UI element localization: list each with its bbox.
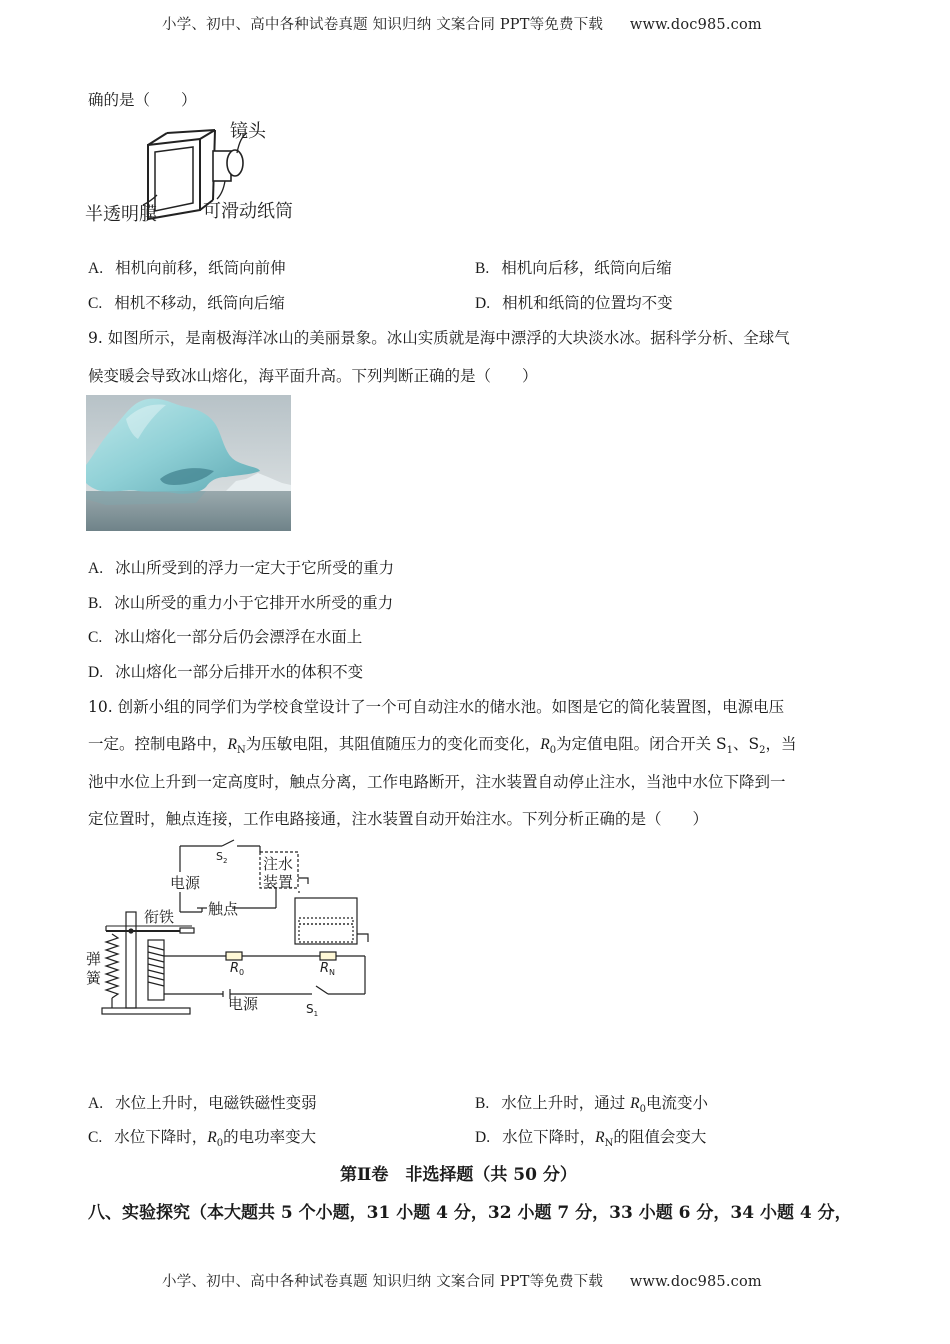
label-s2: $S_2$: [216, 850, 228, 865]
q10-stem-line1: 10. 创新小组的同学们为学校食堂设计了一个可自动注水的储水池。如图是它的简化装置图，电源电压: [88, 698, 785, 716]
q8-stem-tail: 确的是（ ）: [88, 91, 197, 109]
label-inject-2: 装置: [263, 873, 294, 891]
q9-stem-line2: 候变暖会导致冰山熔化，海平面升高。下列判断正确的是（ ）: [88, 367, 538, 385]
q9-stem-line1: 9. 如图所示，是南极海洋冰山的美丽景象。冰山实质就是海中漂浮的大块淡水冰。据科学分析、全球气: [88, 329, 790, 347]
label-inject-1: 注水: [263, 855, 294, 873]
header-text: [162, 13, 762, 34]
label-power-top: 电源: [170, 874, 201, 892]
q10-stem-line4: 定位置时，触点连接，工作电路接通，注水装置自动开始注水。下列分析正确的是（ ）: [88, 810, 709, 828]
q10-stem-line3: 池中水位上升到一定高度时，触点分离，工作电路断开，注水装置自动停止注水，当池中水位下降到一: [88, 773, 786, 791]
iceberg-photo: [86, 395, 291, 531]
q8-option-d[interactable]: D. 相机和纸筒的位置均不变: [475, 294, 673, 312]
camera-model-figure: [85, 115, 325, 230]
label-film: 半透明膜: [85, 204, 157, 225]
footer-site[interactable]: www.doc985.com: [629, 1274, 762, 1290]
q8-option-c[interactable]: C. 相机不移动，纸筒向后缩: [88, 294, 285, 312]
circuit-diagram: [82, 838, 382, 1023]
q9-option-d[interactable]: D. 冰山熔化一部分后排开水的体积不变: [88, 663, 364, 681]
label-spring-1: 弹: [86, 950, 102, 968]
header-site[interactable]: www.doc985.com: [629, 17, 762, 33]
q9-option-b[interactable]: B. 冰山所受的重力小于它排开水所受的重力: [88, 594, 394, 612]
q8-option-b[interactable]: B. 相机向后移，纸筒向后缩: [475, 259, 672, 277]
label-rn: $R_N$: [320, 961, 336, 977]
q10-option-a[interactable]: A. 水位上升时，电磁铁磁性变弱: [88, 1094, 317, 1112]
label-armature: 衔铁: [144, 908, 175, 926]
label-r0: $R_0$: [230, 961, 245, 977]
q8-option-a[interactable]: A. 相机向前移，纸筒向前伸: [88, 259, 286, 277]
label-lens: 镜头: [230, 121, 266, 142]
section-title: 第Ⅱ卷 非选择题（共 50 分）: [340, 1165, 577, 1185]
part8-heading: 八、实验探究（本大题共 5 个小题，31 小题 4 分，32 小题 7 分，33 小题 6 分，34 小题 4 分，: [88, 1203, 852, 1223]
label-spring-2: 簧: [86, 969, 102, 987]
q10-option-d[interactable]: D. 水位下降时，$R_N$的阻值会变大: [475, 1128, 707, 1150]
header-links-text: 小学、初中、高中各种试卷真题 知识归纳 文案合同 PPT等免费下载: [162, 17, 604, 33]
footer-links-text: 小学、初中、高中各种试卷真题 知识归纳 文案合同 PPT等免费下载: [162, 1274, 604, 1290]
label-tube: 可滑动纸筒: [203, 201, 293, 222]
label-s1: $S_1$: [306, 1002, 319, 1018]
q9-option-a[interactable]: A. 冰山所受到的浮力一定大于它所受的重力: [88, 559, 395, 577]
q10-option-c[interactable]: C. 水位下降时，$R_0$的电功率变大: [88, 1128, 317, 1150]
label-power-bottom: 电源: [228, 995, 259, 1013]
q10-stem-line2: 一定。控制电路中，$R_N$为压敏电阻，其阻值随压力的变化而变化，$R_0$为定值电阻。闭合开关 $S_1$、$S_2$，当: [88, 735, 797, 757]
label-contact: 触点: [208, 900, 239, 918]
q9-option-c[interactable]: C. 冰山熔化一部分后仍会漂浮在水面上: [88, 628, 363, 646]
q10-option-b[interactable]: B. 水位上升时，通过 $R_0$电流变小: [475, 1094, 709, 1116]
footer-text: [162, 1270, 762, 1291]
